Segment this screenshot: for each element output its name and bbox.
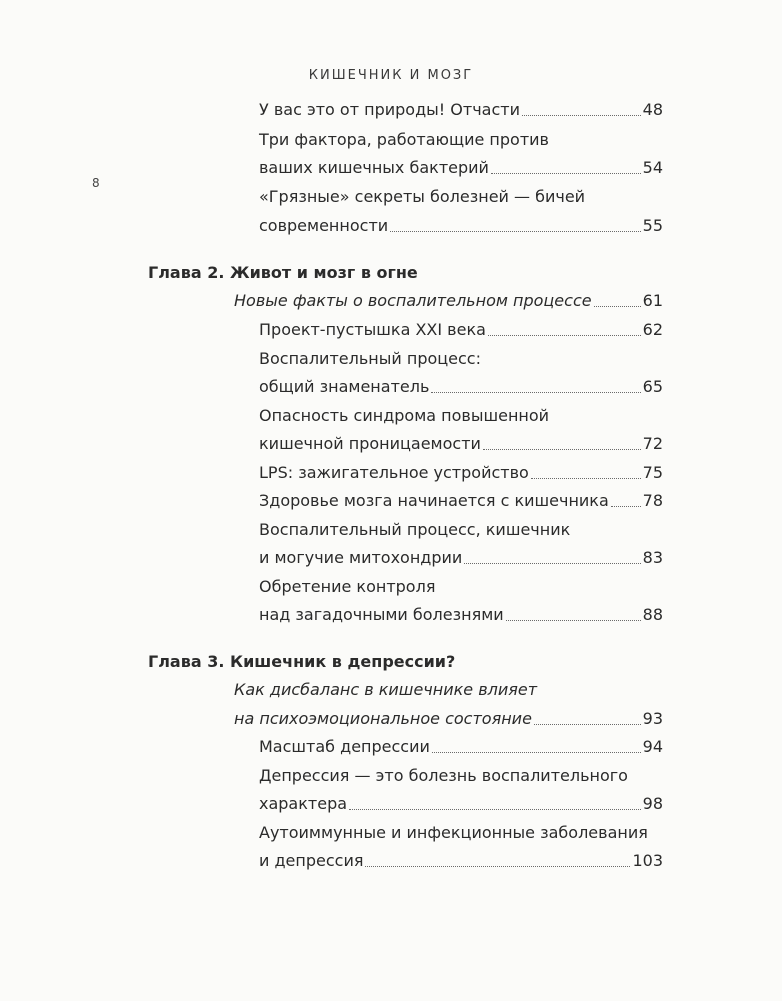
- toc-entry[interactable]: [259, 548, 663, 568]
- dot-leader: [365, 862, 630, 867]
- toc-entry[interactable]: [259, 187, 663, 207]
- toc-entry-title: Воспалительный процесс:: [259, 349, 481, 368]
- toc-entry-page: 78: [642, 491, 663, 510]
- toc-entry-page: 103: [632, 851, 663, 870]
- dot-leader: [491, 169, 641, 174]
- toc-entry[interactable]: [259, 520, 663, 540]
- toc-entry[interactable]: [259, 320, 663, 340]
- dot-leader: [522, 111, 641, 116]
- dot-leader: [390, 227, 640, 232]
- toc-entry-title: Депрессия — это болезнь воспалительного: [259, 766, 628, 785]
- toc-entry-title: и могучие митохондрии: [259, 548, 463, 567]
- page-number: 8: [92, 176, 100, 190]
- dot-leader: [483, 445, 641, 450]
- toc-entry-page: 48: [642, 100, 663, 119]
- dot-leader: [432, 748, 641, 753]
- toc-entry[interactable]: [234, 291, 663, 311]
- toc-entry[interactable]: [259, 406, 663, 426]
- toc-entry-page: 72: [642, 434, 663, 453]
- toc-entry-page: 65: [642, 377, 663, 396]
- dot-leader: [464, 559, 640, 564]
- toc-entry-title: современности: [259, 216, 389, 235]
- chapter-2-title[interactable]: Глава 2. Живот и мозг в огне: [148, 263, 418, 282]
- toc-entry[interactable]: [259, 794, 663, 814]
- toc-entry-page: 61: [642, 291, 663, 310]
- dot-leader: [488, 331, 641, 336]
- toc-entry[interactable]: [259, 851, 663, 871]
- toc-entry[interactable]: [259, 823, 663, 843]
- chapter-3-subtitle-line2: на психоэмоциональное состояние: [234, 709, 532, 728]
- toc-entry-title: Обретение контроля: [259, 577, 436, 596]
- toc-entry-title: Воспалительный процесс, кишечник: [259, 520, 571, 539]
- toc-entry-title: общий знаменатель: [259, 377, 430, 396]
- running-head: КИШЕЧНИК И МОЗГ: [308, 68, 474, 83]
- toc-entry-page: 75: [642, 463, 663, 482]
- toc-entry[interactable]: [259, 434, 663, 454]
- toc-entry-page: 83: [642, 548, 663, 567]
- toc-entry-page: 88: [642, 605, 663, 624]
- toc-entry[interactable]: [259, 605, 663, 625]
- toc-entry[interactable]: [259, 349, 663, 369]
- dot-leader: [611, 502, 641, 507]
- toc-entry-title: Аутоиммунные и инфекционные заболевания: [259, 823, 648, 842]
- chapter-3-title[interactable]: Глава 3. Кишечник в депрессии?: [148, 652, 456, 671]
- toc-entry-title: Проект-пустышка XXI века: [259, 320, 486, 339]
- toc-entry-page: 55: [642, 216, 663, 235]
- toc-entry[interactable]: [259, 158, 663, 178]
- toc-entry[interactable]: [259, 216, 663, 236]
- toc-entry-page: 98: [642, 794, 663, 813]
- toc-entry-title: и депрессия: [259, 851, 364, 870]
- toc-entry-title: Опасность синдрома повышенной: [259, 406, 550, 425]
- toc-entry-title: LPS: зажигательное устройство: [259, 463, 529, 482]
- dot-leader: [431, 388, 640, 393]
- toc-entry-title: У вас это от природы! Отчасти: [259, 100, 520, 119]
- dot-leader: [531, 474, 641, 479]
- dot-leader: [349, 805, 641, 810]
- toc-entry-title: Здоровье мозга начинается с кишечника: [259, 491, 609, 510]
- toc-entry[interactable]: [259, 737, 663, 757]
- chapter-2-subtitle: Новые факты о воспалительном процессе: [234, 291, 592, 310]
- dot-leader: [506, 616, 641, 621]
- toc-entry[interactable]: [259, 130, 663, 150]
- toc-entry-page: 54: [642, 158, 663, 177]
- toc-entry[interactable]: [259, 463, 663, 483]
- toc-entry[interactable]: [234, 680, 663, 700]
- toc-entry-title: Три фактора, работающие против: [259, 130, 549, 149]
- toc-entry[interactable]: [259, 766, 663, 786]
- dot-leader: [594, 302, 641, 307]
- toc-entry-title: характера: [259, 794, 348, 813]
- toc-entry[interactable]: [259, 577, 663, 597]
- toc-entry[interactable]: [259, 491, 663, 511]
- dot-leader: [534, 720, 641, 725]
- toc-entry[interactable]: [259, 100, 663, 120]
- toc-entry-title: Масштаб депрессии: [259, 737, 430, 756]
- toc-entry-title: над загадочными болезнями: [259, 605, 504, 624]
- toc-entry-title: «Грязные» секреты болезней — бичей: [259, 187, 586, 206]
- toc-entry-title: кишечной проницаемости: [259, 434, 481, 453]
- toc-entry-page: 62: [642, 320, 663, 339]
- toc-entry-title: ваших кишечных бактерий: [259, 158, 489, 177]
- toc-entry[interactable]: [234, 709, 663, 729]
- chapter-3-subtitle-line1: Как дисбаланс в кишечнике влияет: [234, 680, 538, 699]
- toc-entry-page: 93: [642, 709, 663, 728]
- toc-entry[interactable]: [259, 377, 663, 397]
- toc-entry-page: 94: [642, 737, 663, 756]
